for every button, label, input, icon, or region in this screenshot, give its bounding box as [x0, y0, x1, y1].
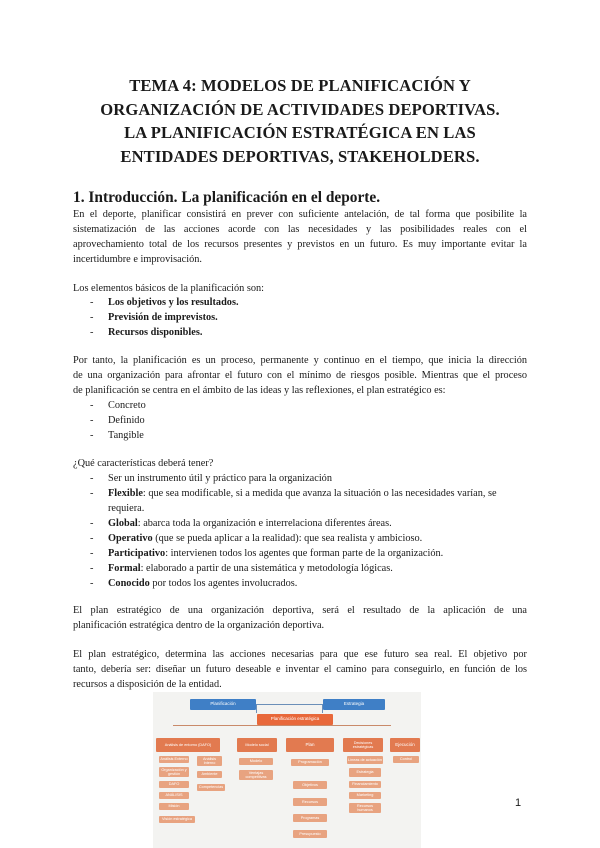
diagram-item: Presupuesto: [293, 830, 327, 838]
list-item: - Previsión de imprevistos.: [90, 312, 218, 323]
intro-paragraph: [73, 207, 527, 267]
estrategia-box: Estrategia: [323, 699, 385, 710]
column-header: Análisis de entorno (DAFO): [156, 738, 220, 752]
column-header: Plan: [286, 738, 334, 752]
section-heading: 1. Introducción. La planificación en el deporte.: [73, 189, 381, 206]
text-line: planificación estratégica dentro de la organización deportiva.: [73, 620, 325, 631]
diagram-item: Misión: [159, 803, 189, 810]
diagram-item: ANÁLISIS: [159, 792, 189, 799]
diagram-item: DAFO: [159, 781, 189, 788]
diagram-item: Marketing: [349, 792, 381, 799]
diagram-item: Financiamiento: [349, 781, 381, 788]
diagram-item: Competencias: [198, 785, 224, 790]
list-item: - Tangible: [90, 430, 144, 441]
diagram-item: Organización y gestión: [159, 767, 189, 777]
title-line: ORGANIZACIÓN DE ACTIVIDADES DEPORTIVAS.: [100, 99, 500, 119]
elements-intro: Los elementos básicos de la planificación son:: [73, 283, 265, 294]
page-number: 1: [515, 797, 522, 809]
question: ¿Qué características deberá tener?: [73, 458, 214, 469]
title-line: TEMA 4: MODELOS DE PLANIFICACIÓN Y: [129, 76, 471, 95]
list-item: - Definido: [90, 415, 145, 426]
diagram-item: Recursos: [293, 798, 327, 806]
objective-paragraph: [73, 647, 527, 692]
document-title: [60, 74, 540, 168]
list-item: - Recursos disponibles.: [90, 327, 203, 338]
text-line: En el deporte, planificar consistirá en prever con suficiente antelación, de tal forma que posibilite la: [73, 209, 527, 220]
column-header: Decisiones estratégicas: [343, 738, 383, 752]
text-line: incertidumbre e improvisación.: [73, 254, 202, 265]
list-item: - Participativo: intervienen todos los agentes que forman parte de la organización.: [90, 548, 444, 559]
column-header: Ejecución: [390, 738, 420, 752]
list-item: - Flexible: que sea modificable, si a medida que avanza la situación o las necesidades varían, se: [90, 488, 497, 499]
list-item: - Concreto: [90, 400, 146, 411]
list-item: requiera.: [108, 503, 145, 514]
connector-line: [173, 725, 391, 726]
plan-traits-list: [73, 398, 527, 443]
strategic-planning-diagram: [153, 692, 421, 848]
result-paragraph: [73, 603, 527, 633]
connector-line: [256, 704, 257, 713]
diagram-item: Estrategia: [349, 768, 381, 777]
diagram-item: Líneas de actuación: [347, 756, 383, 764]
list-item: - Los objetivos y los resultados.: [90, 297, 239, 308]
diagram-item: Objetivos: [293, 781, 327, 789]
diagram-item: Ambiente: [197, 771, 222, 778]
process-paragraph: [73, 353, 527, 398]
list-item: - Operativo (que se pueda aplicar a la realidad): que sea realista y ambicioso.: [90, 533, 423, 544]
text-line: sistematización de las acciones acorde con las necesidades y las posibilidades reales con el: [73, 224, 527, 235]
planificacion-box: Planificación: [190, 699, 256, 710]
text-line: tanto, debería ser: diseñar un futuro deseable e inventar el camino para conseguirlo, en función de los: [73, 664, 527, 675]
list-item: - Formal: elaborado a partir de una sistemática y metodología lógicas.: [90, 563, 393, 574]
diagram-item: Modelo: [239, 758, 273, 765]
text-line: de planificación se centra en el ámbito de las ideas y las reflexiones, el plan estratégico es:: [73, 385, 446, 396]
characteristics-list: [73, 471, 527, 591]
text-line: de una organización para afrontar el futuro con el mínimo de riesgos posible. Mientras que el proceso: [73, 370, 527, 381]
diagram-item: Análisis Externo: [160, 757, 188, 762]
list-item: - Ser un instrumento útil y práctico para la organización: [90, 473, 332, 484]
column-header: Modelo social: [237, 738, 277, 752]
diagram-item: Programación: [291, 759, 329, 766]
title-line: ENTIDADES DEPORTIVAS, STAKEHOLDERS.: [120, 146, 480, 166]
diagram-item: Programas: [293, 814, 327, 822]
diagram-item: Recursos humanos: [349, 803, 381, 813]
list-item: - Global: abarca toda la organización e interrelaciona diferentes áreas.: [90, 518, 392, 529]
text-line: El plan estratégico, determina las acciones necesarias para que ese futuro sea real. El objetivo por: [73, 649, 527, 660]
elements-list: [73, 295, 527, 340]
diagram-item: Control: [393, 756, 419, 763]
title-line: LA PLANIFICACIÓN ESTRATÉGICA EN LAS: [124, 123, 476, 142]
diagram-item: Visión estratégica: [159, 816, 195, 823]
text-line: Por tanto, la planificación es un proceso, permanente y continuo en el tiempo, que inicia la dirección: [73, 355, 527, 366]
planificacion-estrategica-box: Planificación estratégica: [257, 714, 333, 725]
text-line: recursos a disposición de la entidad.: [73, 679, 222, 690]
diagram-item: Ventajas competitivas: [239, 770, 273, 780]
diagram-item: Análisis Interno: [197, 756, 222, 766]
text-line: aprovechamiento total de los recursos presentes y previstos en un futuro. Es muy importante evitar la: [73, 239, 527, 250]
text-line: El plan estratégico de una organización deportiva, será el resultado de la aplicación de una: [73, 605, 527, 616]
list-item: - Conocido por todos los agentes involucrados.: [90, 578, 298, 589]
